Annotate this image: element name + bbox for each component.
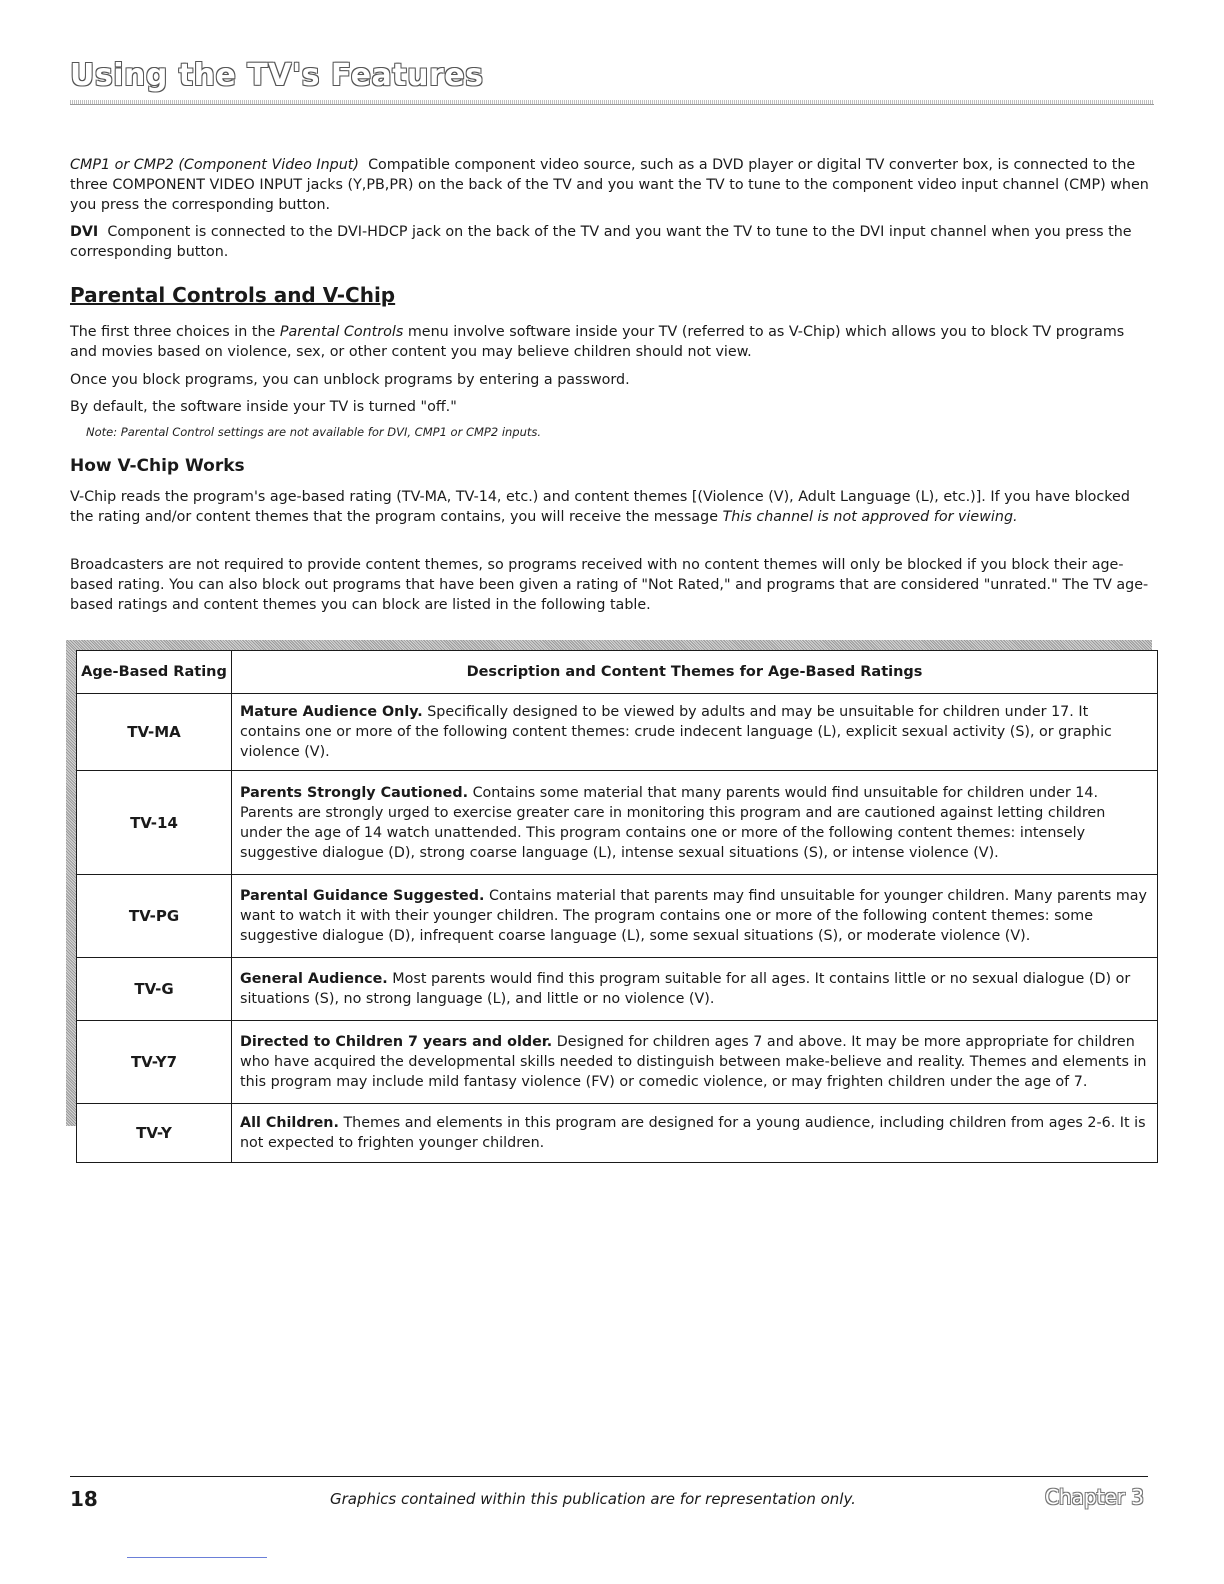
parental-p1-text-a: The first three choices in the (70, 324, 280, 340)
bottom-link-mark (127, 1557, 267, 1558)
vchip-paragraph-1 (70, 487, 1150, 527)
description-lead: Parents Strongly Cautioned. (240, 784, 469, 801)
description-cell (232, 1021, 1158, 1104)
dvi-term: DVI (70, 224, 99, 240)
rating-cell: TV-G (77, 958, 232, 1021)
page-title: Using the TV's Features (70, 58, 484, 93)
rating-cell: TV-14 (77, 771, 232, 875)
description-lead: Directed to Children 7 years and older. (240, 1034, 553, 1050)
parental-note: Note: Parental Control settings are not available for DVI, CMP1 or CMP2 inputs. (86, 425, 542, 439)
table-header-row (77, 651, 1158, 694)
table-row (77, 875, 1158, 958)
description-cell (232, 694, 1158, 771)
chapter-label: Chapter 3 (1044, 1485, 1144, 1509)
footer-divider (70, 1476, 1148, 1477)
description-text: Designed for children ages 7 and above. It may be more appropriate for children who have acquired the developmental skills needed to distinguish between make-believe and reality. Themes and elements in this program may include mild fantasy violence (FV) or comedic violence, or may frighten children under the age of 7. (240, 1034, 1147, 1090)
description-cell (232, 1104, 1158, 1163)
table-row (77, 958, 1158, 1021)
header-age-based-rating: Age-Based Rating (77, 651, 232, 694)
description-cell (232, 771, 1158, 875)
title-divider (70, 100, 1154, 105)
description-lead: General Audience. (240, 971, 388, 987)
description-text: Themes and elements in this program are designed for a young audience, including children from ages 2-6. It is not expected to frighten younger children. (240, 1115, 1146, 1151)
rating-cell: TV-MA (77, 694, 232, 771)
parental-paragraph-2: Once you block programs, you can unblock programs by entering a password. (70, 372, 630, 388)
table-row (77, 771, 1158, 875)
vchip-paragraph-2: Broadcasters are not required to provide content themes, so programs received with no content themes will only be blocked if you block their age-based rating. You can also block out programs that have been given a rating of "Not Rated," and programs that are considered "unrated." The TV age-based ratings and content themes you can block are listed in the following table. (70, 557, 1149, 613)
cmp-term: CMP1 or CMP2 (Component Video Input) (70, 157, 359, 173)
description-text: Contains material that parents may find unsuitable for younger children. Many parents may want to watch it with their younger children. The program contains one or more of the following content themes: some suggestive dialogue (D), infrequent coarse language (L), some sexual situations (S), or moderate violence (V). (240, 888, 1147, 944)
page-number: 18 (70, 1487, 98, 1511)
description-cell (232, 875, 1158, 958)
table-row (77, 1104, 1158, 1163)
parental-controls-heading: Parental Controls and V-Chip (70, 283, 396, 307)
dvi-paragraph (70, 222, 1150, 262)
vchip-message: This channel is not approved for viewing. (722, 509, 1018, 525)
header-description: Description and Content Themes for Age-Based Ratings (232, 651, 1158, 694)
rating-cell: TV-Y (77, 1104, 232, 1163)
parental-paragraph-1 (70, 322, 1150, 362)
description-text: Contains some material that many parents would find unsuitable for children under 14. Parents are strongly urged to exercise greater care in monitoring this program and are cautioned against letting children under the age of 14 watch unattended. This program contains one or more of the following content themes: intensely suggestive dialogue (D), strong coarse language (L), intense sexual situations (S), or intense violence (V). (240, 784, 1106, 861)
description-text: Most parents would find this program suitable for all ages. It contains little or no sexual dialogue (D) or situations (S), no strong language (L), and little or no violence (V). (240, 971, 1131, 1007)
parental-paragraph-3: By default, the software inside your TV is turned "off." (70, 399, 457, 415)
table-row (77, 1021, 1158, 1104)
cmp-text: Compatible component video source, such as a DVD player or digital TV converter box, is connected to the three COMPONENT VIDEO INPUT jacks (Y,PB,PR) on the back of the TV and you want the TV to tune to the component video input channel (CMP) when you press the corresponding button. (70, 157, 1149, 213)
vchip-p1-text: V-Chip reads the program's age-based rating (TV-MA, TV-14, etc.) and content themes [(Violence (V), Adult Language (L), etc.)]. If you have blocked the rating and/or content themes that the program contains, you will receive the message (70, 489, 1130, 525)
description-lead: Mature Audience Only. (240, 704, 423, 720)
description-cell (232, 958, 1158, 1021)
parental-p1-text-b: menu involve software inside your TV (referred to as V-Chip) which allows you to block TV programs and movies based on violence, sex, or other content you may believe children should not view. (70, 324, 1125, 360)
description-text: Specifically designed to be viewed by adults and may be unsuitable for children under 17. It contains one or more of the following content themes: crude indecent language (L), explicit sexual activity (S), or graphic violence (V). (240, 704, 1112, 760)
cmp-paragraph (70, 155, 1150, 215)
footer-disclaimer: Graphics contained within this publication are for representation only. (330, 1490, 856, 1508)
parental-controls-menu-ref: Parental Controls (279, 324, 404, 340)
table-row (77, 694, 1158, 771)
rating-cell: TV-Y7 (77, 1021, 232, 1104)
vchip-heading: How V-Chip Works (70, 456, 245, 476)
rating-cell: TV-PG (77, 875, 232, 958)
ratings-table (76, 650, 1158, 1163)
dvi-text: Component is connected to the DVI-HDCP jack on the back of the TV and you want the TV to tune to the DVI input channel when you press the corresponding button. (70, 224, 1132, 260)
description-lead: Parental Guidance Suggested. (240, 888, 485, 904)
description-lead: All Children. (240, 1115, 339, 1131)
